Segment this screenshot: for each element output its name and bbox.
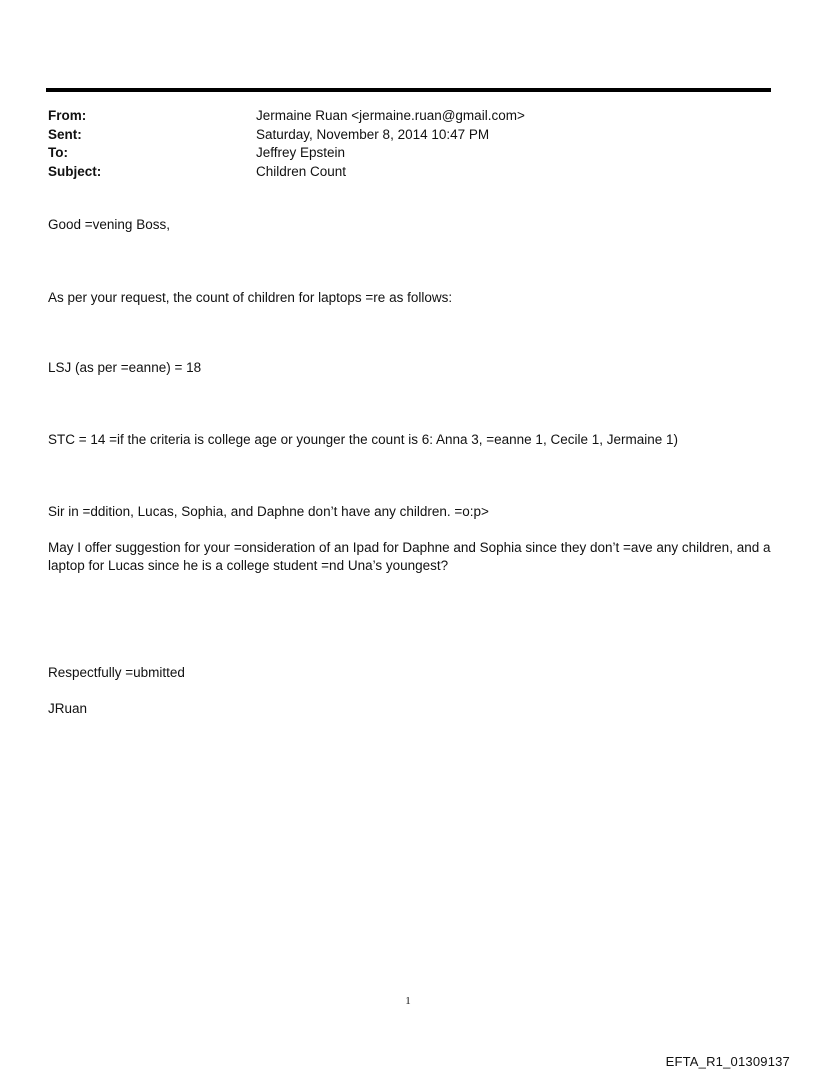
addition-line: Sir in =ddition, Lucas, Sophia, and Daphne don’t have any children. =o:p> bbox=[48, 504, 489, 519]
from-row bbox=[48, 107, 525, 126]
to-value: Jeffrey Epstein bbox=[256, 145, 346, 160]
to-row bbox=[48, 144, 525, 163]
sent-label: Sent: bbox=[48, 126, 82, 142]
sent-row bbox=[48, 126, 525, 145]
page-number: 1 bbox=[405, 995, 411, 1007]
signature-line: JRuan bbox=[48, 701, 88, 716]
sent-value: Saturday, November 8, 2014 10:47 PM bbox=[256, 126, 490, 142]
suggestion-paragraph: May I offer suggestion for your =onsideration of an Ipad for Daphne and Sophia since they don’t =ave any children, and a laptop for Lucas since he is a college student =nd Una’s youngest? bbox=[48, 540, 771, 573]
greeting-line: Good =vening Boss, bbox=[48, 217, 170, 232]
from-label: From: bbox=[48, 108, 87, 123]
lsj-line: LSJ (as per =eanne) = 18 bbox=[48, 360, 202, 375]
email-header bbox=[48, 107, 525, 181]
subject-row bbox=[48, 163, 525, 182]
request-line: As per your request, the count of children for laptops =re as follows: bbox=[48, 290, 453, 305]
stc-line: STC = 14 =if the criteria is college age or younger the count is 6: Anna 3, =eanne 1, Cecile 1, Jermaine 1) bbox=[48, 432, 678, 447]
closing-line: Respectfully =ubmitted bbox=[48, 665, 185, 680]
header-divider bbox=[46, 88, 771, 92]
subject-label: Subject: bbox=[48, 163, 102, 179]
from-value: Jermaine Ruan <jermaine.ruan@gmail.com> bbox=[256, 108, 525, 123]
to-label: To: bbox=[48, 145, 68, 160]
document-id: EFTA_R1_01309137 bbox=[665, 1054, 790, 1069]
subject-value: Children Count bbox=[256, 163, 347, 179]
